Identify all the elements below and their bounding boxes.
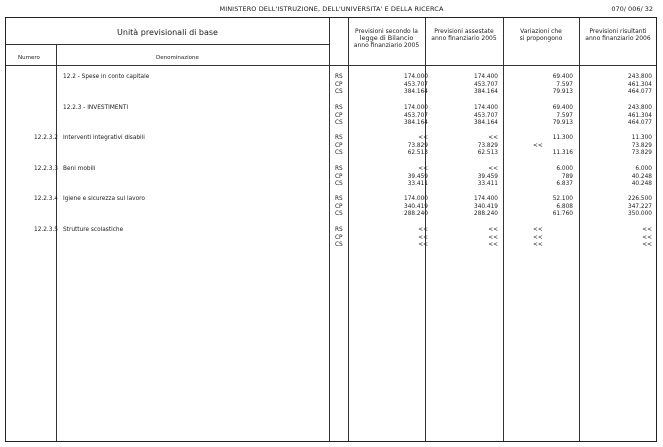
value-variazioni: 11.316 [552,150,573,157]
column-header-line: legge di Bilancio [359,34,414,42]
column-header-risultanti [579,28,657,42]
value-legge-bilancio: 174.000 [404,74,428,80]
value-assestate: 453.707 [474,81,498,88]
column-header-legge-bilancio [348,28,425,49]
divider-type [348,18,349,441]
row-description: Interventi integrativi disabili [63,135,145,141]
value-legge-bilancio: 33.411 [407,181,428,188]
row-type: CP [335,142,343,149]
value-risultanti: 350.000 [628,211,652,218]
column-header-line: Variazioni che [520,28,562,35]
row-type: CS [335,242,343,249]
column-header-variazioni [503,28,579,42]
value-variazioni: 11.300 [552,135,573,141]
value-risultanti: 226.500 [628,196,652,202]
value-assestate: 384.164 [474,120,498,127]
row-type: RS [335,227,343,233]
value-variazioni: 6.837 [556,181,573,188]
value-assestate: << [488,242,498,249]
value-assestate: 174.400 [474,105,498,111]
column-header-line: anno finanziario 2005 [431,35,497,42]
divider-denominazione [329,18,330,441]
divider-numero [56,44,57,441]
row-type: CP [335,112,343,119]
value-legge-bilancio: 174.000 [404,196,428,202]
value-assestate: 453.707 [474,112,498,119]
value-risultanti: << [642,234,652,241]
value-variazioni: 7.597 [556,112,573,119]
value-risultanti: 347.227 [628,203,652,210]
value-risultanti: 464.077 [628,120,652,127]
value-variazioni-marker: << [533,227,543,233]
value-assestate: 174.400 [474,74,498,80]
value-variazioni: 79.913 [552,89,573,96]
row-type: CP [335,203,343,210]
row-type: CS [335,181,343,188]
row-description: Beni mobili [63,166,96,172]
value-legge-bilancio: << [418,234,428,241]
value-variazioni: 61.760 [552,211,573,218]
row-number: 12.2.3.5 [34,227,58,233]
value-risultanti: 40.248 [631,173,652,180]
budget-table [5,17,657,442]
value-legge-bilancio: << [418,242,428,249]
row-description: Igiene e sicurezza sul lavoro [63,196,145,202]
row-type: CS [335,211,343,218]
row-type: CP [335,234,343,241]
value-legge-bilancio: 39.459 [407,173,428,180]
row-type: CP [335,173,343,180]
row-type: RS [335,166,343,172]
column-header-line: Previsioni secondo la [355,28,418,35]
value-risultanti: 11.300 [631,135,652,141]
value-assestate: 174.400 [474,196,498,202]
value-assestate: 33.411 [477,181,498,188]
row-type: CS [335,89,343,96]
value-legge-bilancio: 288.240 [404,211,428,218]
value-variazioni: 69.400 [552,105,573,111]
value-risultanti: << [642,227,652,233]
value-assestate: << [488,227,498,233]
unit-title: Unità previsionali di base [117,28,218,37]
value-legge-bilancio: 453.707 [404,112,428,119]
row-type: RS [335,74,343,80]
row-number: 12.2.3.4 [34,196,58,202]
divider-col3 [503,18,504,441]
page-header-title: MINISTERO DELL'ISTRUZIONE, DELL'UNIVERSITA' E DELLA RICERCA [219,5,444,13]
column-header-assestate [425,28,503,42]
value-variazioni: 6.000 [556,166,573,172]
value-legge-bilancio: 384.164 [404,120,428,127]
row-number: 12.2.3.2 [34,135,58,141]
value-risultanti: 6.000 [635,166,652,172]
column-header-line: Previsioni risultanti [589,28,647,35]
value-assestate: 384.164 [474,89,498,96]
value-variazioni-marker: << [533,142,543,149]
row-type: RS [335,196,343,202]
value-risultanti: 464.077 [628,89,652,96]
row-type: CS [335,120,343,127]
value-variazioni-marker: << [533,242,543,249]
divider-header [6,65,656,66]
value-assestate: 73.829 [477,142,498,149]
row-number: 12.2.3.3 [34,166,58,172]
value-assestate: 62.513 [477,150,498,157]
row-description: Strutture scolastiche [63,227,124,233]
value-assestate: 340.419 [474,203,498,210]
value-variazioni: 69.400 [552,74,573,80]
value-legge-bilancio: 73.829 [407,142,428,149]
value-assestate: << [488,166,498,172]
column-header-line: anno finanziario 2005 [353,42,420,49]
value-assestate: << [488,234,498,241]
page-reference: 070/ 006/ 32 [611,5,653,13]
value-variazioni: 7.597 [556,81,573,88]
value-risultanti: 73.829 [631,150,652,157]
row-type: RS [335,105,343,111]
value-risultanti: 243.800 [628,74,652,80]
row-description: 12.2.3 - INVESTIMENTI [63,105,129,111]
row-type: CP [335,81,343,88]
column-header-numero: Numero [18,55,40,61]
row-description: 12.2 - Spese in conto capitale [63,74,150,80]
value-legge-bilancio: 174.000 [404,105,428,111]
value-variazioni: 789 [561,173,573,180]
value-legge-bilancio: 62.513 [407,150,428,157]
value-variazioni: 79.913 [552,120,573,127]
column-header-line: anno finanziario 2006 [585,35,651,42]
value-legge-bilancio: << [418,166,428,172]
value-legge-bilancio: << [418,135,428,141]
value-assestate: << [488,135,498,141]
divider-col4 [579,18,580,441]
value-risultanti: 243.800 [628,105,652,111]
value-variazioni: 52.100 [552,196,573,202]
column-header-denominazione: Denominazione [156,55,199,61]
value-risultanti: << [642,242,652,249]
value-risultanti: 40.248 [631,181,652,188]
value-legge-bilancio: 340.419 [404,203,428,210]
value-variazioni: 6.808 [556,203,573,210]
value-assestate: 39.459 [477,173,498,180]
divider-unit-title [6,44,329,45]
row-type: CS [335,150,343,157]
value-risultanti: 461.304 [628,81,652,88]
value-variazioni-marker: << [533,234,543,241]
value-risultanti: 461.304 [628,112,652,119]
column-header-line: Previsioni assestate [434,28,494,35]
value-legge-bilancio: << [418,227,428,233]
value-risultanti: 73.829 [631,142,652,149]
row-type: RS [335,135,343,141]
column-header-line: si propongono [519,35,563,42]
value-assestate: 288.240 [474,211,498,218]
value-legge-bilancio: 384.164 [404,89,428,96]
value-legge-bilancio: 453.707 [404,81,428,88]
